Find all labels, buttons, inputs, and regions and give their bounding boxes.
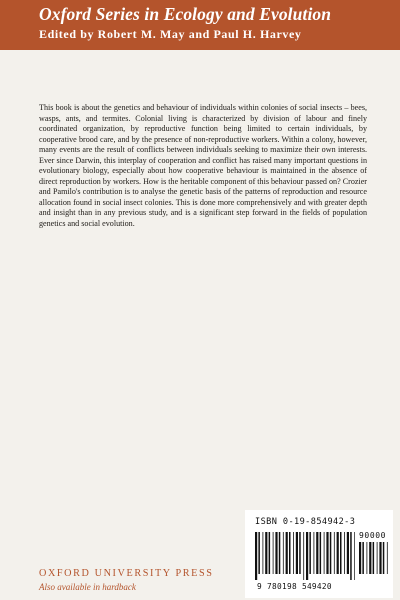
barcode-bar (255, 532, 257, 580)
barcode-bar (293, 532, 294, 574)
series-header-band (0, 0, 400, 50)
barcode-bar (265, 532, 267, 574)
book-description: This book is about the genetics and behaviour of individuals within colonies of social insects – bees, wasps, ants, and termites. Colonial living is characterized by division of labour and finely coordinated organization, by reproductive function being limited to certain individuals, by cooperative brood care, and by the presence of non-reproductive workers. Within a colony, however, many events are the result of conflicts between individuals seeking to maximize their own interests. Ever since Darwin, this interplay of cooperation and conflict has raised many important questions in evolutionary biology, especially about how cooperative behaviour is maintained in the absence of direct reproduction by workers. How is the heritable component of this behaviour passed on? Crozier and Pamilo's contribution is to analyse the genetic basis of the patterns of reproduction and resource allocation found in social insect colonies. This is done more comprehensively and with greater depth and insight than in any previous study, and is a significant step forward in the fields of population genetics and social evolution. (39, 103, 367, 229)
barcode-bar (275, 532, 277, 574)
addon-barcode-bars (359, 542, 389, 580)
barcode-bar (369, 542, 371, 574)
barcode-bar (379, 542, 381, 574)
barcode-bar (362, 542, 364, 574)
price-addon-digits: 90000 (359, 531, 387, 540)
barcode-bar (373, 542, 375, 574)
publisher-name: OXFORD UNIVERSITY PRESS (39, 568, 214, 579)
barcode-bar (309, 532, 311, 574)
barcode-bar (337, 532, 339, 574)
barcode-bar (299, 532, 301, 574)
barcode-bar (279, 532, 281, 574)
series-title: Oxford Series in Ecology and Evolution (39, 4, 332, 24)
ean-barcode-bars (255, 532, 355, 580)
barcode-bar (347, 532, 349, 574)
barcode-bar (289, 532, 291, 574)
hardback-availability-note: Also available in hardback (39, 582, 136, 592)
barcode-bar (314, 532, 315, 574)
barcode-bar (263, 532, 264, 574)
barcode-bar (303, 532, 304, 580)
barcode-bar (359, 542, 361, 574)
barcode-bar (330, 532, 332, 574)
barcode-bar (326, 532, 328, 574)
barcode-bar (377, 542, 378, 574)
barcode-bar (320, 532, 322, 574)
barcode-bar (273, 532, 274, 574)
barcode-bar (258, 532, 260, 574)
barcode-bar (350, 532, 352, 580)
barcode-bar (316, 532, 318, 574)
barcode-bar (340, 532, 342, 574)
barcode-bar (283, 532, 284, 574)
barcode-bar (324, 532, 325, 574)
isbn-barcode (245, 510, 393, 598)
barcode-bar (306, 532, 308, 580)
series-editors: Edited by Robert M. May and Paul H. Harvey (39, 27, 302, 41)
barcode-bar (286, 532, 288, 574)
barcode-bar (269, 532, 271, 574)
barcode-bar (367, 542, 368, 574)
barcode-bar (383, 542, 385, 574)
barcode-bar (344, 532, 345, 574)
barcode-bar (387, 542, 388, 574)
barcode-bar (296, 532, 298, 574)
barcode-bar (334, 532, 335, 574)
isbn-label: ISBN 0-19-854942-3 (255, 517, 356, 527)
ean-digits: 9 780198 549420 (257, 582, 332, 591)
barcode-bar (354, 532, 355, 580)
